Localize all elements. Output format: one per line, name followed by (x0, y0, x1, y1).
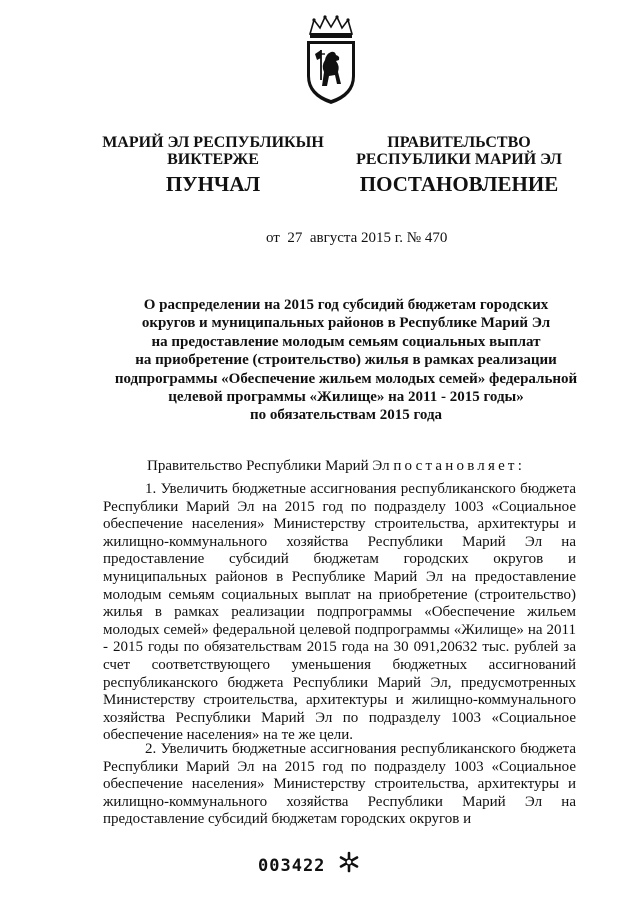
asterisk-icon (338, 851, 360, 873)
title-line: подпрограммы «Обеспечение жильем молодых семей» федеральной (114, 370, 578, 387)
intro-subject: Правительство Республики Марий Эл (147, 458, 390, 474)
header-right-line1: ПРАВИТЕЛЬСТВО (387, 134, 531, 151)
title-line: целевой программы «Жилище» на 2011 - 2015 годы» (168, 389, 524, 406)
title-line: на предоставление молодым семьям социальных выплат (151, 333, 541, 350)
title-line: по обязательствам 2015 года (249, 407, 443, 424)
intro-verb: постановляет: (393, 458, 526, 474)
title-line: О распределении на 2015 год субсидий бюджетам городских (143, 297, 549, 313)
coat-of-arms-icon (300, 14, 362, 106)
paragraph-2: 2. Увеличить бюджетные ассигнования республиканского бюджета Республики Марий Эл на 2015 год по подразделу 1003 «Социальное обеспечение населения» Министерству строительства, архитектуры и жилищно-коммунального хозяйства Республики Марий Эл на предоставление субсидий бюджетам городских округов и (103, 741, 576, 828)
title-line: округов и муниципальных районов в Республике Марий Эл (141, 315, 551, 332)
header-left (94, 134, 332, 168)
title-line: на приобретение (строительство) жилья в рамках реализации (135, 352, 557, 369)
document-title (80, 296, 612, 425)
date-line (266, 230, 447, 247)
doc-type-russian: ПОСТАНОВЛЕНИЕ (359, 172, 559, 196)
header-right-line2: РЕСПУБЛИКИ МАРИЙ ЭЛ (356, 151, 562, 168)
document-number: 470 (424, 230, 448, 246)
serial-number: 003422 (258, 856, 326, 876)
header-right (356, 134, 562, 168)
intro-line (147, 458, 620, 475)
date-prefix: от (266, 230, 280, 246)
date-day: 27 (287, 230, 303, 246)
header-left-line1: МАРИЙ ЭЛ РЕСПУБЛИКЫН (102, 134, 324, 151)
doc-type-mari: ПУНЧАЛ (165, 172, 261, 196)
date-month-year: августа 2015 г. (309, 230, 404, 246)
number-sign: № (406, 230, 422, 246)
header-left-line2: ВИКТЕРЖЕ (167, 151, 259, 168)
paragraph-1: 1. Увеличить бюджетные ассигнования республиканского бюджета Республики Марий Эл на 2015 год по подразделу 1003 «Социальное обеспечение населения» Министерству строительства, архитектуры и жилищно-коммунального хозяйства Республики Марий Эл на предоставление субсидий бюджетам городских округов и муниципальных районов в Республике Марий Эл на предоставление молодым семьям социальных выплат на приобретение (строительство) жилья в рамках реализации подпрограммы «Обеспечение жильем молодых семей» федеральной целевой подпрограммы «Жилище» на 2011 - 2015 годы по обязательствам 2015 года на 30 091,20632 тыс. рублей за счет соответствующего уменьшения бюджетных ассигнований республиканского бюджета Республики Марий Эл, предусмотренных Министерству строительства, архитектуры и жилищно-коммунального хозяйства Республики Марий Эл по подразделу 1003 «Социальное обеспечение населения» на те же цели. (103, 481, 576, 744)
